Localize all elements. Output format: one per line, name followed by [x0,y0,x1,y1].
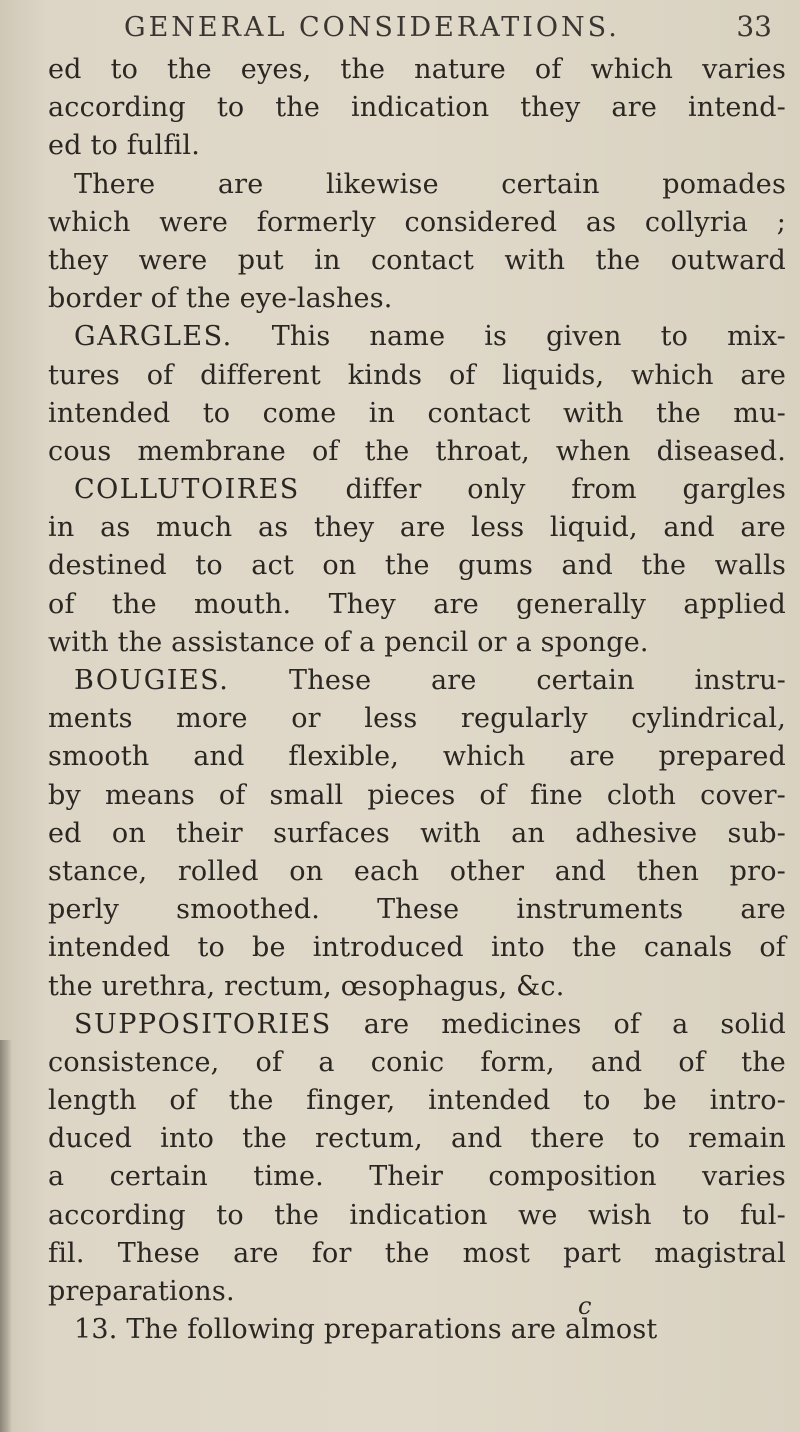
text-line: ments more or less regularly cylindrical, [48,703,786,735]
term-suppositories: SUPPOSITORIES [74,1008,332,1040]
term-bougies: BOUGIES. [74,665,230,696]
text-line: tures of different kinds of liquids, which are [48,359,786,391]
text-line: the urethra, rectum, œsophagus, &c. [48,970,565,1002]
page-number: 33 [736,10,772,43]
text-line: ed to fulfil. [48,130,200,162]
term-gargles: GARGLES. [74,321,233,353]
text-line: according to the indication they are intend- [48,92,786,124]
text-line: border of the eye-lashes. [48,283,393,315]
text-line: cous membrane of the throat, when diseased. [48,435,786,467]
text-line: 13. The following preparations are almost [74,1314,658,1346]
text-line: preparations. [48,1276,235,1307]
text-line: perly smoothed. These instruments are [48,894,786,926]
text-line: ed on their surfaces with an adhesive sub- [48,817,786,849]
paragraph-gargles: GARGLES. This name is given to mix- [74,321,786,353]
text-line: intended to come in contact with the mu- [48,397,786,429]
body-text [48,51,786,1349]
term-collutoires: COLLUTOIRES [74,474,300,506]
text-line: destined to act on the gums and the walls [48,550,786,582]
text-line: ed to the eyes, the nature of which varies [48,54,786,85]
text-line: according to the indication we wish to ful- [48,1199,786,1231]
text-line: a certain time. Their composition varies [48,1161,786,1193]
running-title: GENERAL CONSIDERATIONS. [124,12,620,43]
text-line: smooth and flexible, which are prepared [48,741,786,773]
text-line: length of the finger, intended to be intro- [48,1085,786,1117]
paragraph-bougies: BOUGIES. These are certain instru- [74,665,786,696]
paragraph-suppositories: SUPPOSITORIES are medicines of a solid [74,1008,786,1040]
text-line: fil. These are for the most part magistral [48,1237,786,1269]
text-line: consistence, of a conic form, and of the [48,1046,786,1078]
text-line: in as much as they are less liquid, and are [48,512,786,544]
text-line: stance, rolled on each other and then pro- [48,855,786,887]
signature-mark: c [578,1292,592,1320]
text-line: which were formerly considered as collyria ; [48,206,786,238]
text-line: they were put in contact with the outward [48,244,786,276]
text-line: of the mouth. They are generally applied [48,588,786,620]
text-line: with the assistance of a pencil or a sponge. [48,626,649,658]
running-head [40,8,780,48]
text-line: duced into the rectum, and there to remain [48,1123,786,1155]
paragraph-collutoires: COLLUTOIRES differ only from gargles [74,474,786,506]
text-line: intended to be introduced into the canals of [48,932,786,964]
text-line: by means of small pieces of fine cloth cover- [48,779,786,811]
page-edge-shadow [0,1040,12,1432]
text-line: There are likewise certain pomades [74,168,786,200]
